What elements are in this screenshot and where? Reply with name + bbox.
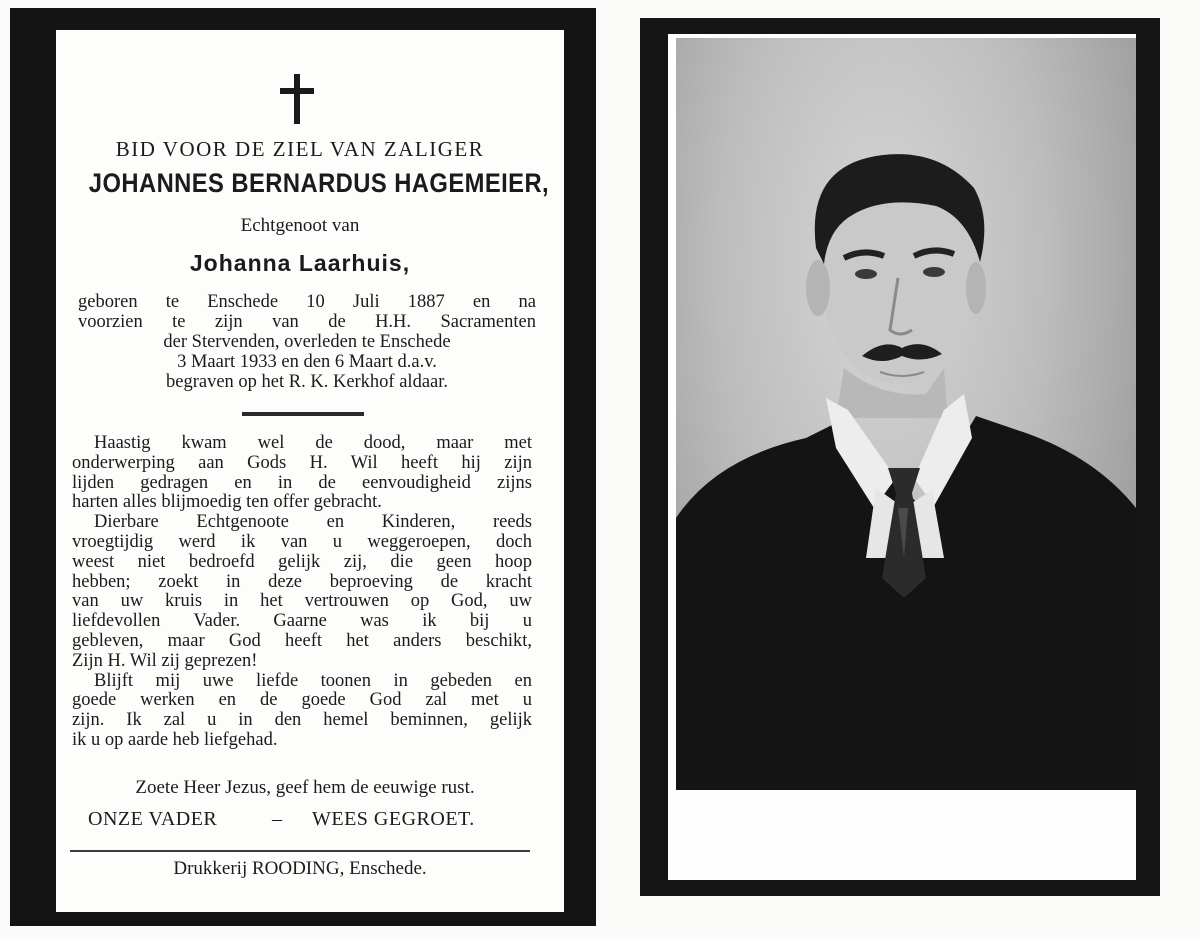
verse-line: goede werken en de goede God zal met u <box>72 690 532 711</box>
verse-line: gebleven, maar God heeft het anders beschikt, <box>72 630 532 651</box>
spouse-label: Echtgenoot van <box>240 215 360 236</box>
verse-line: weest niet bedroefd gelijk zij, die geen hoop <box>72 551 532 572</box>
verse-line: Zijn H. Wil zij geprezen! <box>72 650 258 671</box>
prayer-intro: BID VOOR DE ZIEL VAN ZALIGER <box>115 137 485 161</box>
prayer-left: ONZE VADER <box>88 808 218 830</box>
portrait-illustration <box>676 38 1136 790</box>
closing-prayer: Zoete Heer Jezus, geef hem de eeuwige rust. <box>135 777 475 798</box>
verse-line: harten alles blijmoedig ten offer gebracht. <box>72 492 382 513</box>
verse-line: Haastig kwam wel de dood, maar met <box>94 433 532 453</box>
verse-line: zijn. Ik zal u in den hemel beminnen, gelijk <box>72 710 532 731</box>
cross-icon <box>280 74 314 124</box>
prayer-dash: – <box>272 808 283 830</box>
verse-line: Blijft mij uwe liefde toonen in gebeden en <box>94 670 532 691</box>
divider <box>242 412 364 416</box>
verse-line: hebben; zoekt in deze beproeving de kracht <box>72 571 532 592</box>
spouse-name: Johanna Laarhuis, <box>189 250 411 276</box>
verse-block <box>72 434 532 751</box>
verse-line: lijden gedragen en in de eenvoudigheid zijns <box>72 472 532 493</box>
photo-mount <box>668 34 1136 880</box>
verse-line: van uw kruis in het vertrouwen op God, uw <box>72 591 532 612</box>
printer-credit: Drukkerij ROODING, Enschede. <box>173 858 427 879</box>
biography-block <box>78 292 536 392</box>
verse-line: onderwerping aan Gods H. Wil heeft hij zijn <box>72 452 532 473</box>
bio-line: voorzien te zijn van de H.H. Sacramenten <box>78 312 536 332</box>
verse-line: vroegtijdig werd ik van u weggeroepen, doch <box>72 531 532 552</box>
memorial-card-photo-panel <box>640 18 1160 896</box>
portrait-photo <box>676 38 1136 790</box>
verse-line: liefdevollen Vader. Gaarne was ik bij u <box>72 611 532 632</box>
bio-line: der Stervenden, overleden te Enschede <box>163 332 451 352</box>
printer-divider <box>70 850 530 852</box>
bio-line: begraven op het R. K. Kerkhof aldaar. <box>165 372 449 392</box>
bio-line: geboren te Enschede 10 Juli 1887 en na <box>78 292 536 312</box>
deceased-name: JOHANNES BERNARDUS HAGEMEIER, <box>88 168 550 198</box>
bio-line: 3 Maart 1933 en den 6 Maart d.a.v. <box>177 352 437 372</box>
verse-line: Dierbare Echtgenoote en Kinderen, reeds <box>94 512 532 533</box>
prayer-right: WEES GEGROET. <box>312 808 475 830</box>
verse-line: ik u op aarde heb liefgehad. <box>72 729 278 750</box>
